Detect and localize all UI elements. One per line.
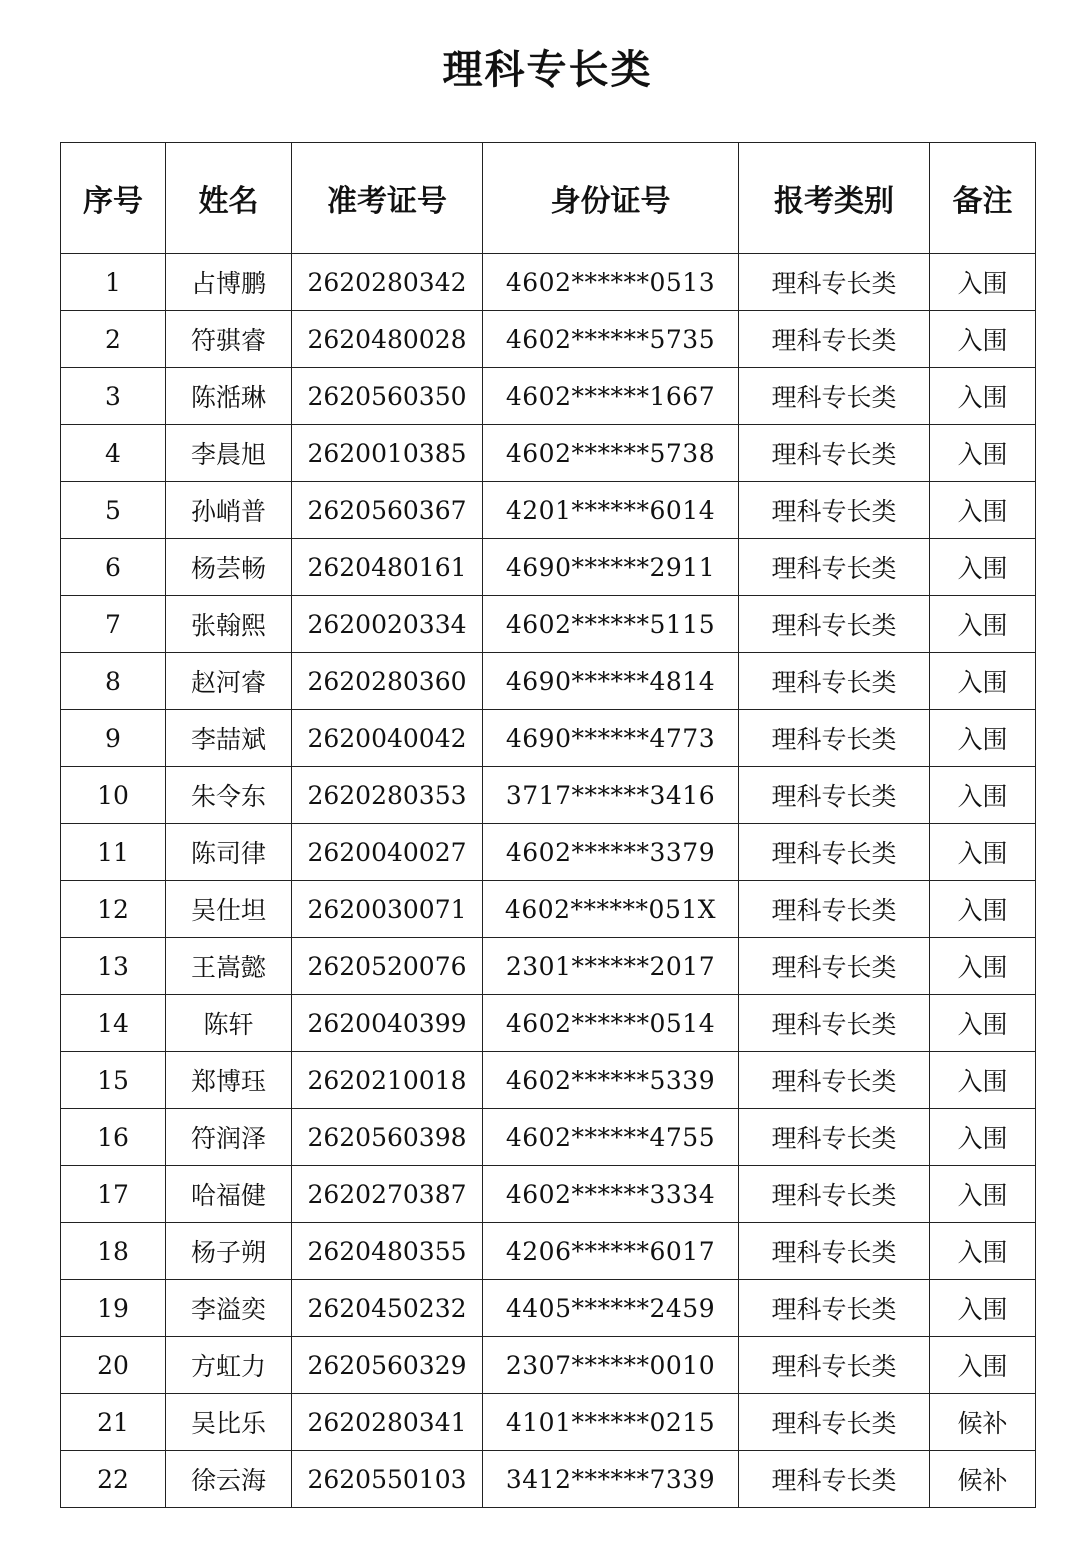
table-row	[61, 1052, 1036, 1109]
exam-number: 2620210018	[292, 1052, 483, 1109]
id-number: 4101******0215	[483, 1394, 739, 1451]
id-number: 2301******2017	[483, 938, 739, 995]
id-number: 4602******4755	[483, 1109, 739, 1166]
remark: 入围	[930, 881, 1036, 938]
id-number: 4690******4814	[483, 653, 739, 710]
results-table	[60, 142, 1036, 1508]
id-number: 3412******7339	[483, 1451, 739, 1508]
header-index: 序号	[61, 143, 166, 254]
table-row	[61, 1166, 1036, 1223]
exam-number: 2620010385	[292, 425, 483, 482]
category: 理科专长类	[739, 482, 930, 539]
student-name: 占博鹏	[166, 254, 292, 311]
exam-number: 2620270387	[292, 1166, 483, 1223]
student-name: 陈司律	[166, 824, 292, 881]
remark: 候补	[930, 1394, 1036, 1451]
row-index: 1	[61, 254, 166, 311]
category: 理科专长类	[739, 1337, 930, 1394]
student-name: 李溢奕	[166, 1280, 292, 1337]
id-number: 4602******3379	[483, 824, 739, 881]
student-name: 孙峭普	[166, 482, 292, 539]
table-header-row	[61, 143, 1036, 254]
remark: 入围	[930, 938, 1036, 995]
category: 理科专长类	[739, 425, 930, 482]
row-index: 21	[61, 1394, 166, 1451]
row-index: 13	[61, 938, 166, 995]
row-index: 16	[61, 1109, 166, 1166]
remark: 入围	[930, 1280, 1036, 1337]
row-index: 7	[61, 596, 166, 653]
student-name: 朱令东	[166, 767, 292, 824]
row-index: 12	[61, 881, 166, 938]
row-index: 11	[61, 824, 166, 881]
row-index: 9	[61, 710, 166, 767]
table-row	[61, 938, 1036, 995]
row-index: 22	[61, 1451, 166, 1508]
student-name: 吴仕坦	[166, 881, 292, 938]
exam-number: 2620560367	[292, 482, 483, 539]
row-index: 17	[61, 1166, 166, 1223]
remark: 入围	[930, 596, 1036, 653]
table-row	[61, 1109, 1036, 1166]
exam-number: 2620550103	[292, 1451, 483, 1508]
row-index: 6	[61, 539, 166, 596]
student-name: 王嵩懿	[166, 938, 292, 995]
id-number: 4602******1667	[483, 368, 739, 425]
exam-number: 2620480355	[292, 1223, 483, 1280]
category: 理科专长类	[739, 596, 930, 653]
category: 理科专长类	[739, 824, 930, 881]
header-id-number: 身份证号	[483, 143, 739, 254]
id-number: 4602******3334	[483, 1166, 739, 1223]
id-number: 4602******0513	[483, 254, 739, 311]
header-exam-number: 准考证号	[292, 143, 483, 254]
remark: 入围	[930, 824, 1036, 881]
id-number: 4206******6017	[483, 1223, 739, 1280]
table-row	[61, 368, 1036, 425]
category: 理科专长类	[739, 881, 930, 938]
student-name: 李喆斌	[166, 710, 292, 767]
category: 理科专长类	[739, 767, 930, 824]
table-row	[61, 425, 1036, 482]
category: 理科专长类	[739, 1109, 930, 1166]
table-row	[61, 539, 1036, 596]
student-name: 杨芸畅	[166, 539, 292, 596]
table-row	[61, 995, 1036, 1052]
remark: 入围	[930, 425, 1036, 482]
table-row	[61, 767, 1036, 824]
id-number: 2307******0010	[483, 1337, 739, 1394]
remark: 入围	[930, 254, 1036, 311]
row-index: 3	[61, 368, 166, 425]
table-row	[61, 881, 1036, 938]
exam-number: 2620020334	[292, 596, 483, 653]
header-category: 报考类别	[739, 143, 930, 254]
exam-number: 2620040027	[292, 824, 483, 881]
exam-number: 2620040399	[292, 995, 483, 1052]
table-body	[61, 254, 1036, 1508]
student-name: 赵河睿	[166, 653, 292, 710]
exam-number: 2620520076	[292, 938, 483, 995]
student-name: 陈轩	[166, 995, 292, 1052]
id-number: 4405******2459	[483, 1280, 739, 1337]
category: 理科专长类	[739, 1166, 930, 1223]
student-name: 李晨旭	[166, 425, 292, 482]
category: 理科专长类	[739, 1223, 930, 1280]
student-name: 陈湉琳	[166, 368, 292, 425]
category: 理科专长类	[739, 1280, 930, 1337]
category: 理科专长类	[739, 539, 930, 596]
row-index: 14	[61, 995, 166, 1052]
table-row	[61, 482, 1036, 539]
id-number: 4602******5738	[483, 425, 739, 482]
category: 理科专长类	[739, 710, 930, 767]
row-index: 10	[61, 767, 166, 824]
row-index: 15	[61, 1052, 166, 1109]
student-name: 郑博珏	[166, 1052, 292, 1109]
table-row	[61, 596, 1036, 653]
category: 理科专长类	[739, 1451, 930, 1508]
exam-number: 2620280360	[292, 653, 483, 710]
student-name: 方虹力	[166, 1337, 292, 1394]
table-row	[61, 1280, 1036, 1337]
page-title: 理科专长类	[442, 47, 653, 93]
remark: 入围	[930, 1337, 1036, 1394]
remark: 入围	[930, 653, 1036, 710]
table-row	[61, 710, 1036, 767]
id-number: 4602******051X	[483, 881, 739, 938]
exam-number: 2620030071	[292, 881, 483, 938]
id-number: 4690******2911	[483, 539, 739, 596]
exam-number: 2620280341	[292, 1394, 483, 1451]
exam-number: 2620560329	[292, 1337, 483, 1394]
row-index: 4	[61, 425, 166, 482]
remark: 入围	[930, 368, 1036, 425]
id-number: 4602******0514	[483, 995, 739, 1052]
id-number: 4602******5339	[483, 1052, 739, 1109]
category: 理科专长类	[739, 995, 930, 1052]
exam-number: 2620040042	[292, 710, 483, 767]
category: 理科专长类	[739, 653, 930, 710]
student-name: 徐云海	[166, 1451, 292, 1508]
remark: 入围	[930, 1166, 1036, 1223]
category: 理科专长类	[739, 1052, 930, 1109]
remark: 入围	[930, 1109, 1036, 1166]
row-index: 8	[61, 653, 166, 710]
category: 理科专长类	[739, 311, 930, 368]
student-name: 杨子朔	[166, 1223, 292, 1280]
id-number: 4602******5115	[483, 596, 739, 653]
exam-number: 2620560350	[292, 368, 483, 425]
row-index: 20	[61, 1337, 166, 1394]
header-remark: 备注	[930, 143, 1036, 254]
id-number: 4201******6014	[483, 482, 739, 539]
exam-number: 2620280342	[292, 254, 483, 311]
id-number: 4690******4773	[483, 710, 739, 767]
exam-number: 2620480028	[292, 311, 483, 368]
category: 理科专长类	[739, 1394, 930, 1451]
table-row	[61, 1337, 1036, 1394]
remark: 入围	[930, 710, 1036, 767]
table-row	[61, 254, 1036, 311]
exam-number: 2620450232	[292, 1280, 483, 1337]
table-row	[61, 824, 1036, 881]
student-name: 张翰熙	[166, 596, 292, 653]
exam-number: 2620560398	[292, 1109, 483, 1166]
id-number: 4602******5735	[483, 311, 739, 368]
student-name: 吴比乐	[166, 1394, 292, 1451]
category: 理科专长类	[739, 254, 930, 311]
header-name: 姓名	[166, 143, 292, 254]
table-row	[61, 311, 1036, 368]
student-name: 符润泽	[166, 1109, 292, 1166]
row-index: 5	[61, 482, 166, 539]
remark: 入围	[930, 1223, 1036, 1280]
row-index: 19	[61, 1280, 166, 1337]
id-number: 3717******3416	[483, 767, 739, 824]
student-name: 哈福健	[166, 1166, 292, 1223]
exam-number: 2620280353	[292, 767, 483, 824]
remark: 入围	[930, 1052, 1036, 1109]
remark: 候补	[930, 1451, 1036, 1508]
remark: 入围	[930, 311, 1036, 368]
exam-number: 2620480161	[292, 539, 483, 596]
remark: 入围	[930, 482, 1036, 539]
table-row	[61, 653, 1036, 710]
table-row	[61, 1223, 1036, 1280]
category: 理科专长类	[739, 368, 930, 425]
remark: 入围	[930, 995, 1036, 1052]
row-index: 2	[61, 311, 166, 368]
category: 理科专长类	[739, 938, 930, 995]
remark: 入围	[930, 767, 1036, 824]
row-index: 18	[61, 1223, 166, 1280]
remark: 入围	[930, 539, 1036, 596]
student-name: 符骐睿	[166, 311, 292, 368]
table-row	[61, 1451, 1036, 1508]
table-row	[61, 1394, 1036, 1451]
